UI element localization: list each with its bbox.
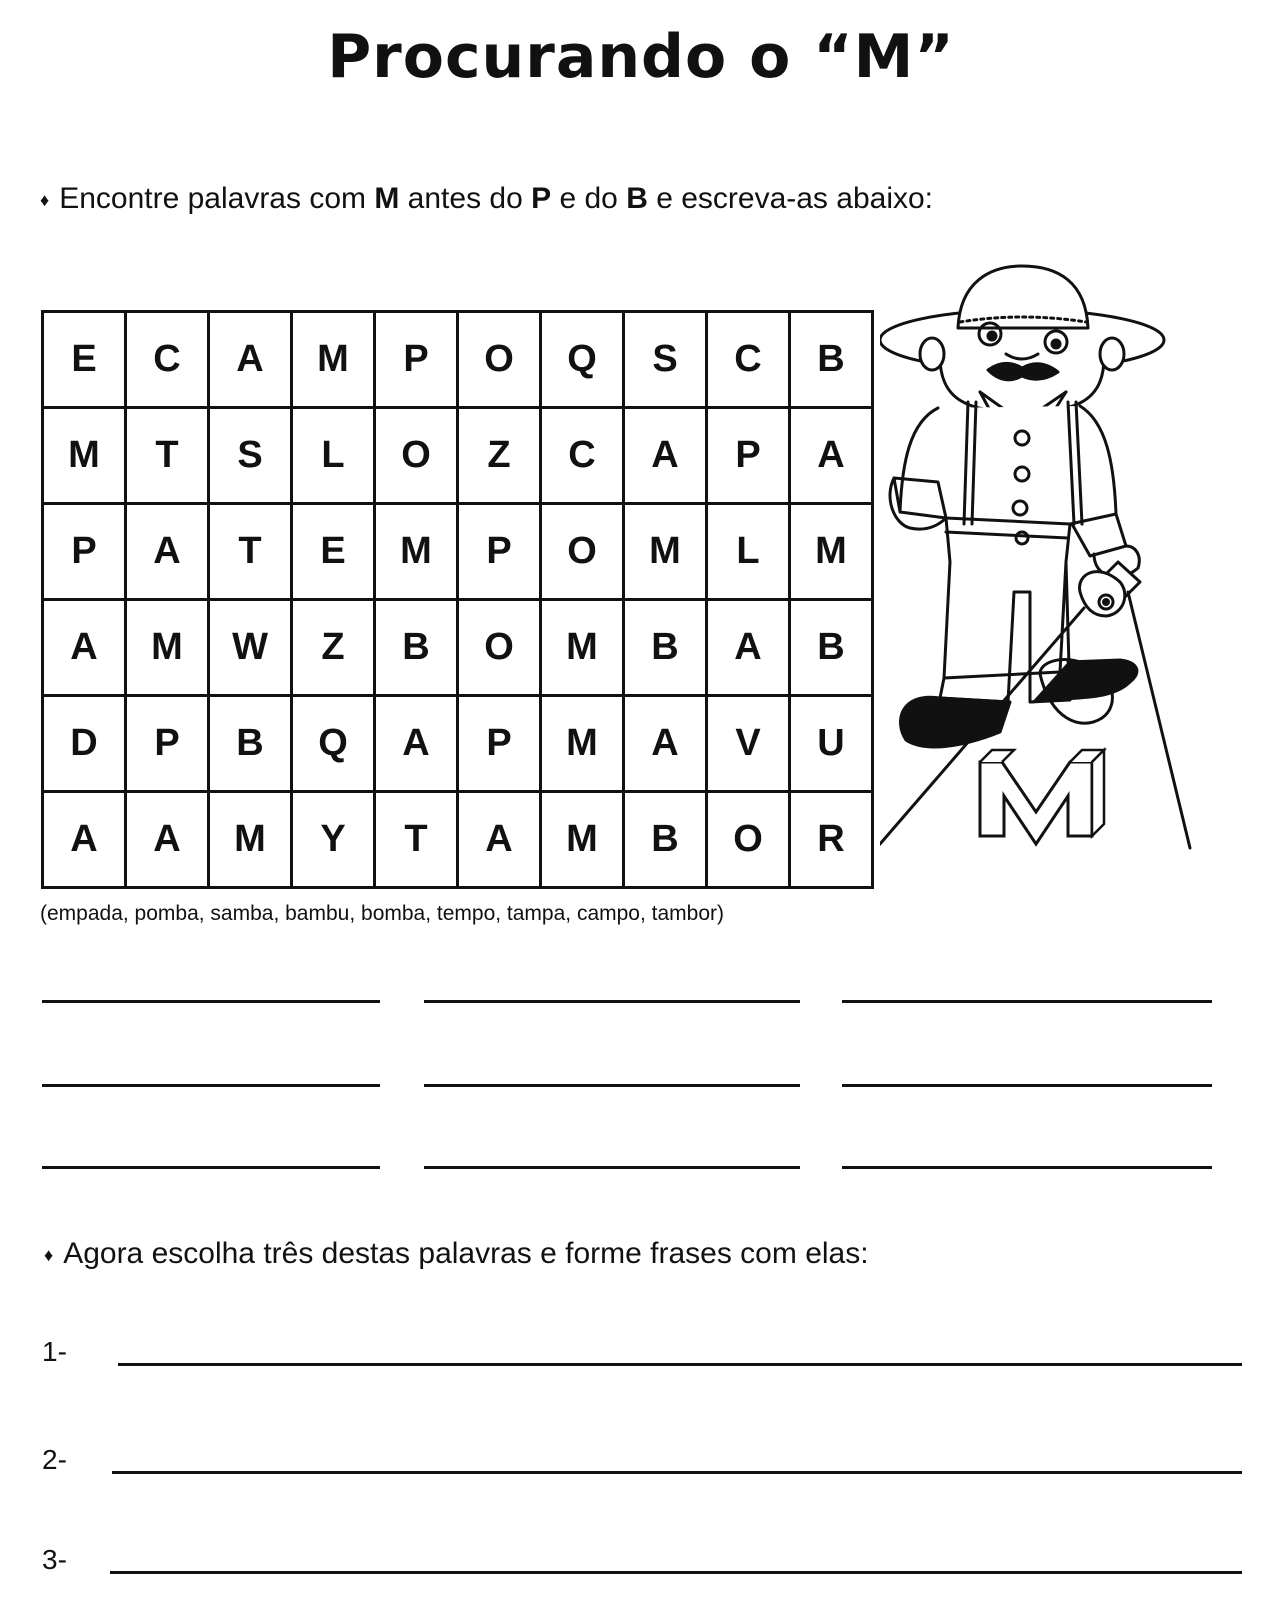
grid-cell[interactable]: Y [292, 792, 375, 888]
grid-cell[interactable]: M [126, 600, 209, 696]
instruction-text: antes do [399, 182, 532, 215]
instruction-text: Agora escolha três destas palavras e forme frases com elas: [63, 1237, 869, 1270]
grid-cell[interactable]: B [790, 600, 873, 696]
grid-cell[interactable]: O [458, 312, 541, 408]
grid-cell[interactable]: Q [541, 312, 624, 408]
grid-cell[interactable]: T [209, 504, 292, 600]
word-search-grid [41, 310, 874, 889]
grid-cell[interactable]: P [458, 504, 541, 600]
grid-row [43, 312, 873, 408]
grid-cell[interactable]: O [458, 600, 541, 696]
grid-cell[interactable]: D [43, 696, 126, 792]
word-list-hint: (empada, pomba, samba, bambu, bomba, tempo, tampa, campo, tambor) [40, 902, 725, 925]
grid-cell[interactable]: R [790, 792, 873, 888]
grid-cell[interactable]: A [126, 792, 209, 888]
page-title: Procurando o “M” [327, 22, 955, 92]
grid-cell[interactable]: B [624, 792, 707, 888]
boy-with-flashlight-illustration [880, 262, 1220, 882]
sentence-number: 1- [42, 1336, 67, 1367]
grid-cell[interactable]: M [624, 504, 707, 600]
grid-cell[interactable]: Z [292, 600, 375, 696]
grid-cell[interactable]: P [707, 408, 790, 504]
sentence-input[interactable] [118, 1363, 1242, 1366]
grid-cell[interactable]: M [790, 504, 873, 600]
grid-row [43, 408, 873, 504]
grid-cell[interactable]: B [790, 312, 873, 408]
answer-blank[interactable] [42, 1084, 380, 1087]
grid-cell[interactable]: M [209, 792, 292, 888]
grid-cell[interactable]: V [707, 696, 790, 792]
grid-cell[interactable]: P [126, 696, 209, 792]
sentence-input[interactable] [112, 1471, 1242, 1474]
grid-row [43, 696, 873, 792]
grid-cell[interactable]: W [209, 600, 292, 696]
instruction-bold-p: P [531, 182, 552, 215]
sentence-line-1 [42, 1332, 1242, 1372]
instruction-text: Encontre palavras com [59, 182, 375, 215]
grid-cell[interactable]: L [707, 504, 790, 600]
grid-cell[interactable]: P [43, 504, 126, 600]
sentence-number: 2- [42, 1444, 67, 1475]
grid-cell[interactable]: O [375, 408, 458, 504]
answer-blank[interactable] [842, 1000, 1212, 1003]
grid-cell[interactable]: A [43, 600, 126, 696]
grid-cell[interactable]: S [624, 312, 707, 408]
grid-cell[interactable]: M [541, 600, 624, 696]
bullet-icon: ♦ [40, 189, 50, 210]
grid-cell[interactable]: A [790, 408, 873, 504]
grid-cell[interactable]: M [541, 792, 624, 888]
grid-cell[interactable]: A [458, 792, 541, 888]
grid-cell[interactable]: E [292, 504, 375, 600]
grid-cell[interactable]: A [624, 408, 707, 504]
grid-cell[interactable]: A [707, 600, 790, 696]
grid-cell[interactable]: B [624, 600, 707, 696]
grid-cell[interactable]: A [126, 504, 209, 600]
grid-cell[interactable]: U [790, 696, 873, 792]
answer-blank[interactable] [42, 1000, 380, 1003]
grid-cell[interactable]: C [541, 408, 624, 504]
instruction-text: e escreva-as abaixo: [647, 182, 934, 215]
grid-cell[interactable]: T [126, 408, 209, 504]
grid-cell[interactable]: M [541, 696, 624, 792]
boy-illustration-icon [880, 262, 1220, 882]
grid-cell[interactable]: O [707, 792, 790, 888]
answer-blanks [42, 1000, 1242, 1200]
grid-cell[interactable]: T [375, 792, 458, 888]
grid-cell[interactable]: L [292, 408, 375, 504]
grid-cell[interactable]: A [209, 312, 292, 408]
instruction-find-words [40, 182, 933, 216]
answer-blank[interactable] [424, 1166, 800, 1169]
grid-cell[interactable]: B [209, 696, 292, 792]
grid-cell[interactable]: A [43, 792, 126, 888]
grid-row [43, 792, 873, 888]
answer-blank[interactable] [42, 1166, 380, 1169]
answer-blank[interactable] [424, 1000, 800, 1003]
grid-cell[interactable]: Q [292, 696, 375, 792]
grid-cell[interactable]: E [43, 312, 126, 408]
grid-row [43, 600, 873, 696]
instruction-bold-m: M [374, 182, 400, 215]
instruction-text: e do [551, 182, 627, 215]
grid-cell[interactable]: M [43, 408, 126, 504]
grid-cell[interactable]: Z [458, 408, 541, 504]
grid-cell[interactable]: S [209, 408, 292, 504]
grid-cell[interactable]: M [375, 504, 458, 600]
grid-cell[interactable]: B [375, 600, 458, 696]
grid-cell[interactable]: A [375, 696, 458, 792]
answer-blank[interactable] [424, 1084, 800, 1087]
grid-cell[interactable]: M [292, 312, 375, 408]
grid-row [43, 504, 873, 600]
sentence-number: 3- [42, 1544, 67, 1575]
grid-cell[interactable]: O [541, 504, 624, 600]
grid-cell[interactable]: C [126, 312, 209, 408]
instruction-bold-b: B [626, 182, 648, 215]
answer-blank[interactable] [842, 1166, 1212, 1169]
answer-blank[interactable] [842, 1084, 1212, 1087]
sentence-line-2 [42, 1440, 1242, 1480]
instruction-form-sentences [44, 1237, 869, 1271]
grid-cell[interactable]: C [707, 312, 790, 408]
grid-cell[interactable]: P [458, 696, 541, 792]
grid-cell[interactable]: A [624, 696, 707, 792]
sentence-input[interactable] [110, 1571, 1242, 1574]
bullet-icon: ♦ [44, 1244, 54, 1265]
grid-cell[interactable]: P [375, 312, 458, 408]
sentence-line-3 [42, 1540, 1242, 1580]
